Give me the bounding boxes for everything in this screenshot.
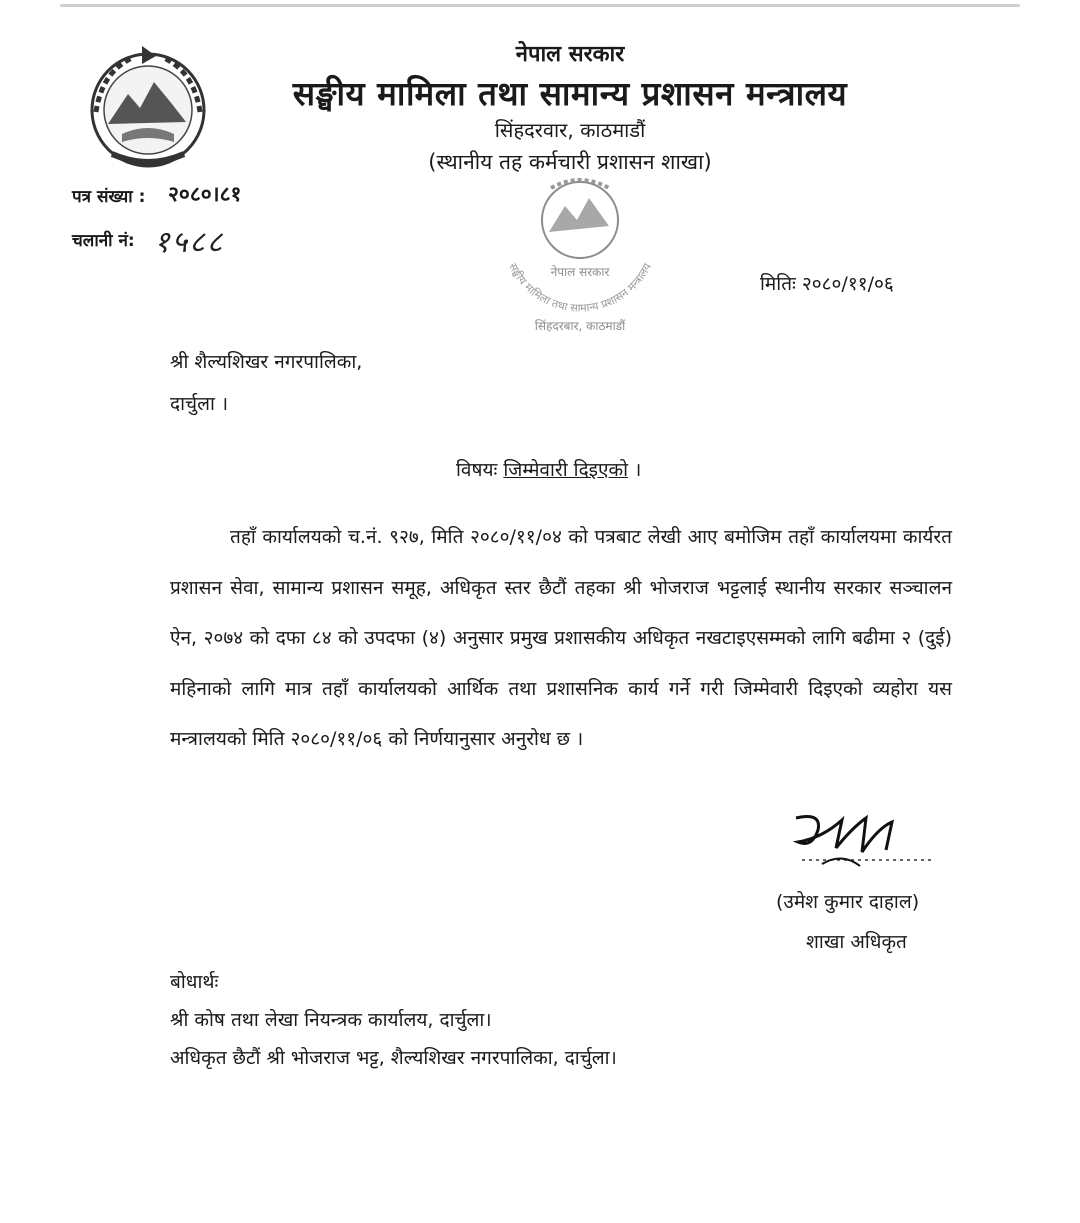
subject-label: विषयः bbox=[456, 459, 498, 481]
subject-value: जिम्मेवारी दिइएको bbox=[503, 459, 629, 481]
cc-line-1: श्री कोष तथा लेखा नियन्त्रक कार्यालय, दार्चुला। bbox=[170, 1009, 492, 1031]
signatory-title: शाखा अधिकृत bbox=[806, 931, 907, 953]
top-edge-line bbox=[60, 4, 1020, 7]
chalani-value: १५८८ bbox=[154, 225, 225, 260]
subject-end: । bbox=[634, 459, 642, 481]
ministry-address: सिंहदरवार, काठमाडौं bbox=[494, 118, 646, 142]
ministry-name: सङ्घीय मामिला तथा सामान्य प्रशासन मन्त्रालय bbox=[292, 74, 848, 113]
letter-body: तहाँ कार्यालयको च.नं. ९२७, मिति २०८०/११/०४ को पत्रबाट लेखी आए बमोजिम तहाँ कार्यालयमा कार्यरत प्रशासन सेवा, सामान्य प्रशासन समूह, अधिकृत स्तर छैटौं तहका श्री भोजराज भट्टलाई स्थानीय सरकार सञ्चालन ऐन, २०७४ को दफा ८४ को उपदफा (४) अनुसार प्रमुख प्रशासकीय अधिकृत नखटाइएसम्मको लागि बढीमा २ (दुई) महिनाको लागि मात्र तहाँ कार्यालयको आर्थिक तथा प्रशासनिक कार्य गर्ने गरी जिम्मेवारी दिइएको व्यहोरा यस मन्त्रालयको मिति २०८०/११/०६ को निर्णयानुसार अनुरोध छ । bbox=[170, 526, 952, 750]
government-name: नेपाल सरकार bbox=[515, 42, 625, 67]
ministry-stamp-icon bbox=[485, 176, 675, 340]
patra-sankhya-label: पत्र संख्या : bbox=[72, 187, 146, 207]
subject-line bbox=[456, 456, 641, 482]
cc-label: बोधार्थः bbox=[170, 971, 219, 993]
signatory-name: (उमेश कुमार दाहाल) bbox=[776, 891, 920, 913]
chalani-label: चलानी नं: bbox=[72, 231, 135, 251]
stamp-top-text: नेपाल सरकार bbox=[550, 265, 610, 279]
cc-line-2: अधिकृत छैटौं श्री भोजराज भट्ट, शैल्यशिखर नगरपालिका, दार्चुला। bbox=[170, 1047, 617, 1069]
branch-name: (स्थानीय तह कर्मचारी प्रशासन शाखा) bbox=[428, 150, 712, 174]
recipient-line-1: श्री शैल्यशिखर नगरपालिका, bbox=[170, 351, 363, 373]
patra-sankhya-value: २०८०।८१ bbox=[168, 182, 242, 206]
stamp-arc-text: सङ्घीय मामिला तथा सामान्य प्रशासन मन्त्रालय bbox=[506, 260, 654, 315]
letter-date: मितिः २०८०/११/०६ bbox=[760, 273, 894, 295]
recipient-line-2: दार्चुला । bbox=[170, 393, 229, 415]
signature-icon bbox=[782, 808, 942, 878]
stamp-bottom-text: सिंहदरबार, काठमाडौं bbox=[534, 319, 626, 333]
